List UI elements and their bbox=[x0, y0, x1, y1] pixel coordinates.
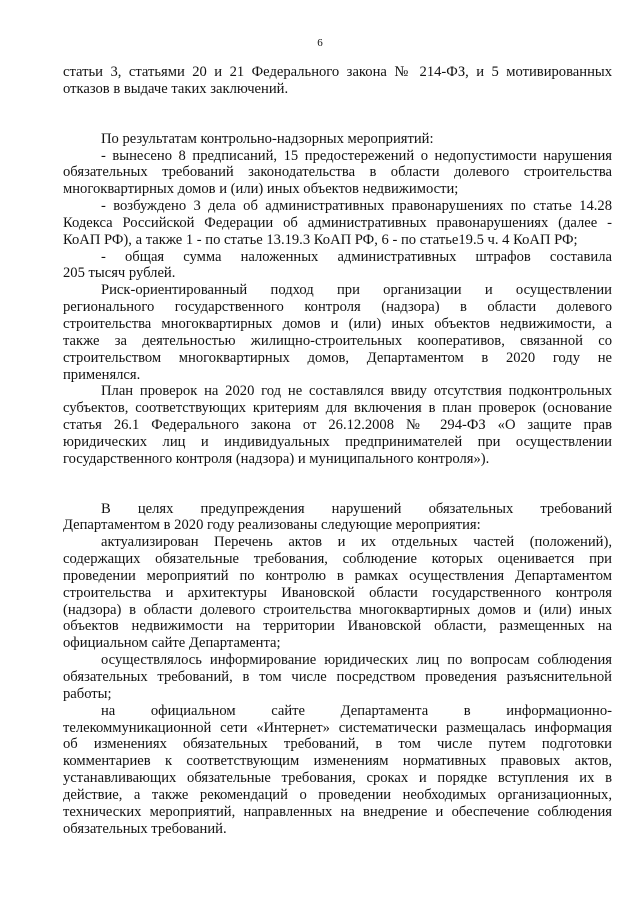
text-line: применялся. bbox=[63, 366, 141, 383]
text-line: субъектов, соответствующих критериям для включения в план проверок (основание bbox=[63, 400, 612, 417]
text-line: 205 тысяч рублей. bbox=[63, 265, 176, 282]
text-line: регионального государственного контроля (надзора) в области долевого bbox=[63, 299, 612, 316]
text-line: многоквартирных домов и (или) иных объектов недвижимости; bbox=[63, 181, 459, 198]
text-line: строительством многоквартирных домов, Департаментом в 2020 году не bbox=[63, 349, 612, 366]
text-line: об изменениях обязательных требований, в том числе путем подготовки bbox=[63, 736, 612, 753]
text-line: на официальном сайте Департамента в информационно- bbox=[101, 702, 612, 719]
page-number: 6 bbox=[317, 37, 323, 49]
text-line: обязательных требований, в том числе посредством проведения разъяснительной bbox=[63, 669, 612, 685]
text-line: статья 26.1 Федерального закона от 26.12.2008 № 294-ФЗ «О защите прав bbox=[63, 417, 612, 434]
paragraph bbox=[63, 131, 612, 468]
text-line: обязательных требований законодательства в области долевого строительства bbox=[63, 164, 612, 181]
text-line: План проверок на 2020 год не составлялся ввиду отсутствия подконтрольных bbox=[101, 383, 612, 400]
text-line: - возбуждено 3 дела об административных правонарушениях по статье 14.28 bbox=[101, 198, 612, 215]
text-line: строительства и архитектуры Ивановской области государственного контроля bbox=[63, 584, 612, 601]
text-line: официальном сайте Департамента; bbox=[63, 635, 281, 652]
text-line: юридических лиц и индивидуальных предпринимателей при осуществлении bbox=[63, 433, 612, 450]
text-line: (надзора) в области долевого строительства многоквартирных домов и (или) иных bbox=[63, 601, 612, 618]
text-line: устанавливающих обязательные требования, сроках и порядке вступления их в bbox=[63, 770, 612, 787]
text-line: объектов недвижимости на территории Ивановской области, размещенных на bbox=[63, 618, 612, 635]
text-line: содержащих обязательные требования, соблюдение которых оценивается при bbox=[63, 551, 612, 568]
text-line: - общая сумма наложенных административных штрафов составила bbox=[101, 248, 612, 265]
paragraph bbox=[63, 64, 612, 98]
paragraph bbox=[63, 501, 612, 838]
document-body bbox=[63, 64, 612, 837]
paragraph-gap bbox=[63, 468, 612, 501]
paragraph-gap bbox=[63, 98, 612, 131]
text-line: По результатам контрольно-надзорных мероприятий: bbox=[101, 130, 434, 147]
text-line: Департаментом в 2020 году реализованы следующие мероприятия: bbox=[63, 517, 481, 534]
text-line: государственного контроля (надзора) и муниципального контроля»). bbox=[63, 450, 490, 467]
text-line: осуществлялось информирование юридических лиц по вопросам соблюдения bbox=[101, 652, 612, 669]
text-line: Риск-ориентированный подход при организации и осуществлении bbox=[101, 282, 612, 299]
text-line: работы; bbox=[63, 685, 112, 702]
text-line: также за деятельностью жилищно-строительных кооперативов, связанной со bbox=[63, 332, 612, 349]
text-line: действие, а также рекомендаций о проведении необходимых организационных, bbox=[63, 786, 612, 803]
text-line: статьи 3, статьями 20 и 21 Федерального закона № 214-ФЗ, и 5 мотивированных bbox=[63, 64, 612, 80]
text-line: проведении мероприятий по контролю в рамках осуществления Департаментом bbox=[63, 567, 612, 584]
text-line: строительства многоквартирных домов и (или) иных объектов недвижимости, а bbox=[63, 315, 612, 332]
text-line: комментариев к соответствующим изменениям нормативных правовых актов, bbox=[63, 753, 612, 770]
text-line: отказов в выдаче таких заключений. bbox=[63, 80, 289, 97]
text-line: технических мероприятий, направленных на внедрение и обеспечение соблюдения bbox=[63, 803, 612, 820]
text-line: В целях предупреждения нарушений обязательных требований bbox=[101, 500, 612, 517]
text-line: - вынесено 8 предписаний, 15 предостережений о недопустимости нарушения bbox=[101, 147, 612, 164]
text-line: КоАП РФ), а также 1 - по статье 13.19.3 КоАП РФ, 6 - по статье19.5 ч. 4 КоАП РФ; bbox=[63, 231, 578, 248]
text-line: телекоммуникационной сети «Интернет» систематически размещалась информация bbox=[63, 719, 612, 736]
text-line: обязательных требований. bbox=[63, 820, 227, 837]
text-line: Кодекса Российской Федерации об административных правонарушениях (далее - bbox=[63, 214, 612, 231]
text-line: актуализирован Перечень актов и их отдельных частей (положений), bbox=[101, 534, 612, 551]
